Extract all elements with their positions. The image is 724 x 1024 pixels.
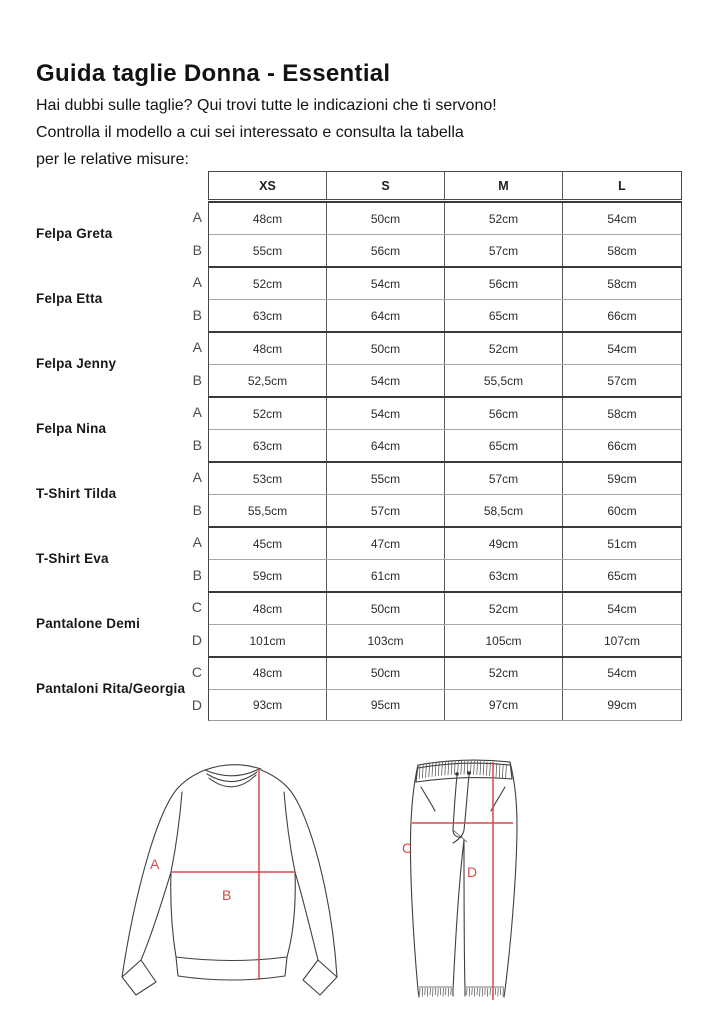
measurement-cell: 54cm (607, 341, 637, 356)
measure-letter: B (192, 501, 202, 518)
measurement-cell: 61cm (327, 560, 445, 591)
product-group (36, 201, 682, 266)
measurement-cell: 101cm (209, 625, 327, 656)
measurement-cell: 47cm (327, 528, 445, 559)
measurement-row (209, 559, 681, 591)
measure-letter-column (188, 526, 208, 591)
size-table-header (36, 171, 682, 200)
measurement-row (209, 268, 681, 299)
size-column-header: L (618, 178, 626, 193)
size-table (36, 171, 682, 721)
header-spacer (36, 171, 208, 200)
product-name: Felpa Nina (36, 421, 107, 436)
measurement-row (209, 463, 681, 494)
measure-letter: B (192, 436, 202, 453)
measurement-cell: 54cm (327, 398, 445, 429)
measurement-cells (208, 331, 682, 396)
intro-line: Controlla il modello a cui sei interessato e consulta la tabella (36, 124, 464, 141)
measurement-cells (208, 396, 682, 461)
measurement-cell: 52,5cm (209, 365, 327, 396)
measurement-cell: 54cm (327, 268, 445, 299)
measurement-cell: 64cm (327, 430, 445, 461)
measurement-cell: 58cm (607, 276, 637, 291)
measurement-cell: 57cm (607, 373, 637, 388)
pants-diagram (400, 750, 620, 1020)
sweatshirt-diagram (110, 752, 380, 1014)
product-name: Pantalone Demi (36, 616, 141, 631)
measure-letter: B (192, 566, 202, 583)
page-title: Guida taglie Donna - Essential (36, 60, 391, 88)
measure-letter: D (191, 631, 202, 648)
measurement-cell: 50cm (327, 333, 445, 364)
measurement-cell: 64cm (327, 300, 445, 331)
drawstring (453, 776, 462, 837)
measure-letter-column (188, 656, 208, 721)
size-column-header: S (327, 172, 445, 199)
measure-letter: B (192, 306, 202, 323)
product-group (36, 656, 682, 721)
measurement-cell: 48cm (209, 203, 327, 234)
drawstring-eyelet (467, 771, 471, 775)
measurement-cell: 95cm (327, 690, 445, 721)
measurement-row (209, 494, 681, 526)
measurement-row (209, 429, 681, 461)
measurement-cell: 54cm (607, 601, 637, 616)
measurement-cell: 52cm (445, 593, 563, 624)
measure-letter: A (192, 469, 202, 486)
measure-letter-column (188, 331, 208, 396)
measurement-row (209, 658, 681, 689)
measurement-cell: 65cm (607, 568, 637, 583)
pants-outline (410, 760, 517, 997)
measure-letter: B (192, 371, 202, 388)
product-group (36, 331, 682, 396)
measurement-row (209, 203, 681, 234)
measure-letter-column (188, 591, 208, 656)
measurement-cell: 55cm (209, 235, 327, 266)
product-name: T-Shirt Eva (36, 551, 109, 566)
product-group (36, 461, 682, 526)
measurement-cell: 52cm (445, 333, 563, 364)
size-column-header: M (445, 172, 563, 199)
measure-letter-column (188, 396, 208, 461)
measurement-cell: 56cm (327, 235, 445, 266)
measure-letter: D (191, 696, 202, 713)
measurement-cell: 65cm (445, 300, 563, 331)
measurement-cell: 57cm (445, 463, 563, 494)
measurement-cell: 50cm (327, 203, 445, 234)
measurement-cell: 55,5cm (445, 365, 563, 396)
measurement-cell: 57cm (327, 495, 445, 526)
measurement-cell: 58cm (607, 243, 637, 258)
measurement-cell: 53cm (209, 463, 327, 494)
measurement-row (209, 689, 681, 721)
measure-label-d: D (467, 864, 478, 880)
measurement-cell: 54cm (607, 211, 637, 226)
measure-letter-column (188, 461, 208, 526)
measure-letter: A (192, 209, 202, 226)
product-name: Felpa Greta (36, 226, 113, 241)
measurement-cell: 54cm (327, 365, 445, 396)
measurement-cell: 103cm (327, 625, 445, 656)
intro-line: Hai dubbi sulle taglie? Qui trovi tutte le indicazioni che ti servono! (36, 97, 497, 114)
measurement-cell: 60cm (607, 503, 637, 518)
measurement-cells (208, 591, 682, 656)
measure-letter: A (192, 274, 202, 291)
measure-letter: A (192, 339, 202, 356)
product-group (36, 526, 682, 591)
size-header-row (208, 171, 682, 200)
measurement-cell: 107cm (603, 633, 641, 648)
measurement-row (209, 234, 681, 266)
measurement-cell: 97cm (445, 690, 563, 721)
measurement-cell: 58,5cm (445, 495, 563, 526)
measurement-cell: 50cm (327, 593, 445, 624)
measurement-cell: 93cm (209, 690, 327, 721)
measurement-cell: 52cm (209, 398, 327, 429)
measurement-cell: 66cm (607, 308, 637, 323)
measure-label-b: B (222, 887, 232, 903)
drawstring-eyelet (455, 772, 459, 776)
measurement-row (209, 593, 681, 624)
measurement-cells (208, 266, 682, 331)
product-group (36, 266, 682, 331)
drawstring (453, 775, 469, 843)
measurement-cell: 63cm (209, 430, 327, 461)
size-column-header: XS (209, 172, 327, 199)
measurement-cell: 52cm (209, 268, 327, 299)
product-group (36, 591, 682, 656)
product-name: Felpa Etta (36, 291, 103, 306)
product-name: T-Shirt Tilda (36, 486, 117, 501)
measurement-cell: 50cm (327, 658, 445, 689)
measurement-cell: 59cm (607, 471, 637, 486)
measurement-row (209, 333, 681, 364)
measurement-row (209, 528, 681, 559)
measurement-cell: 58cm (607, 406, 637, 421)
measure-letter: A (192, 404, 202, 421)
measurement-cell: 59cm (209, 560, 327, 591)
measurement-cell: 65cm (445, 430, 563, 461)
measurement-cell: 52cm (445, 203, 563, 234)
measurement-row (209, 398, 681, 429)
measurement-cells (208, 461, 682, 526)
measure-letter-column (188, 266, 208, 331)
measurement-cell: 55cm (327, 463, 445, 494)
measure-label-c: C (402, 840, 413, 856)
product-group (36, 396, 682, 461)
measurement-row (209, 299, 681, 331)
measurement-cells (208, 656, 682, 721)
sweatshirt-outline (122, 765, 337, 995)
measurement-cell: 63cm (209, 300, 327, 331)
measurement-cell: 66cm (607, 438, 637, 453)
intro-line: per le relative misure: (36, 151, 189, 168)
measurement-row (209, 364, 681, 396)
measurement-cell: 57cm (445, 235, 563, 266)
measurement-cell: 49cm (445, 528, 563, 559)
measurement-cell: 56cm (445, 398, 563, 429)
intro-text (36, 92, 497, 173)
measurement-cell: 99cm (607, 697, 637, 712)
measurement-cell: 52cm (445, 658, 563, 689)
measurement-cells (208, 201, 682, 266)
product-name: Felpa Jenny (36, 356, 117, 371)
measurement-cell: 105cm (445, 625, 563, 656)
measure-letter-column (188, 201, 208, 266)
measurement-cell: 54cm (607, 666, 637, 681)
measurement-row (209, 624, 681, 656)
measurement-cell: 63cm (445, 560, 563, 591)
measurement-cell: 45cm (209, 528, 327, 559)
measure-letter: A (192, 534, 202, 551)
size-table-body (36, 201, 682, 721)
measure-letter: B (192, 241, 202, 258)
measurement-cell: 56cm (445, 268, 563, 299)
product-name: Pantaloni Rita/Georgia (36, 681, 186, 696)
measurement-cell: 48cm (209, 593, 327, 624)
measurement-cell: 48cm (209, 658, 327, 689)
measurement-cell: 48cm (209, 333, 327, 364)
measurement-cell: 55,5cm (209, 495, 327, 526)
measure-letter: C (191, 664, 202, 681)
measurement-cells (208, 526, 682, 591)
measure-label-a: A (150, 856, 160, 872)
measurement-cell: 51cm (607, 536, 637, 551)
measure-letter: C (191, 599, 202, 616)
